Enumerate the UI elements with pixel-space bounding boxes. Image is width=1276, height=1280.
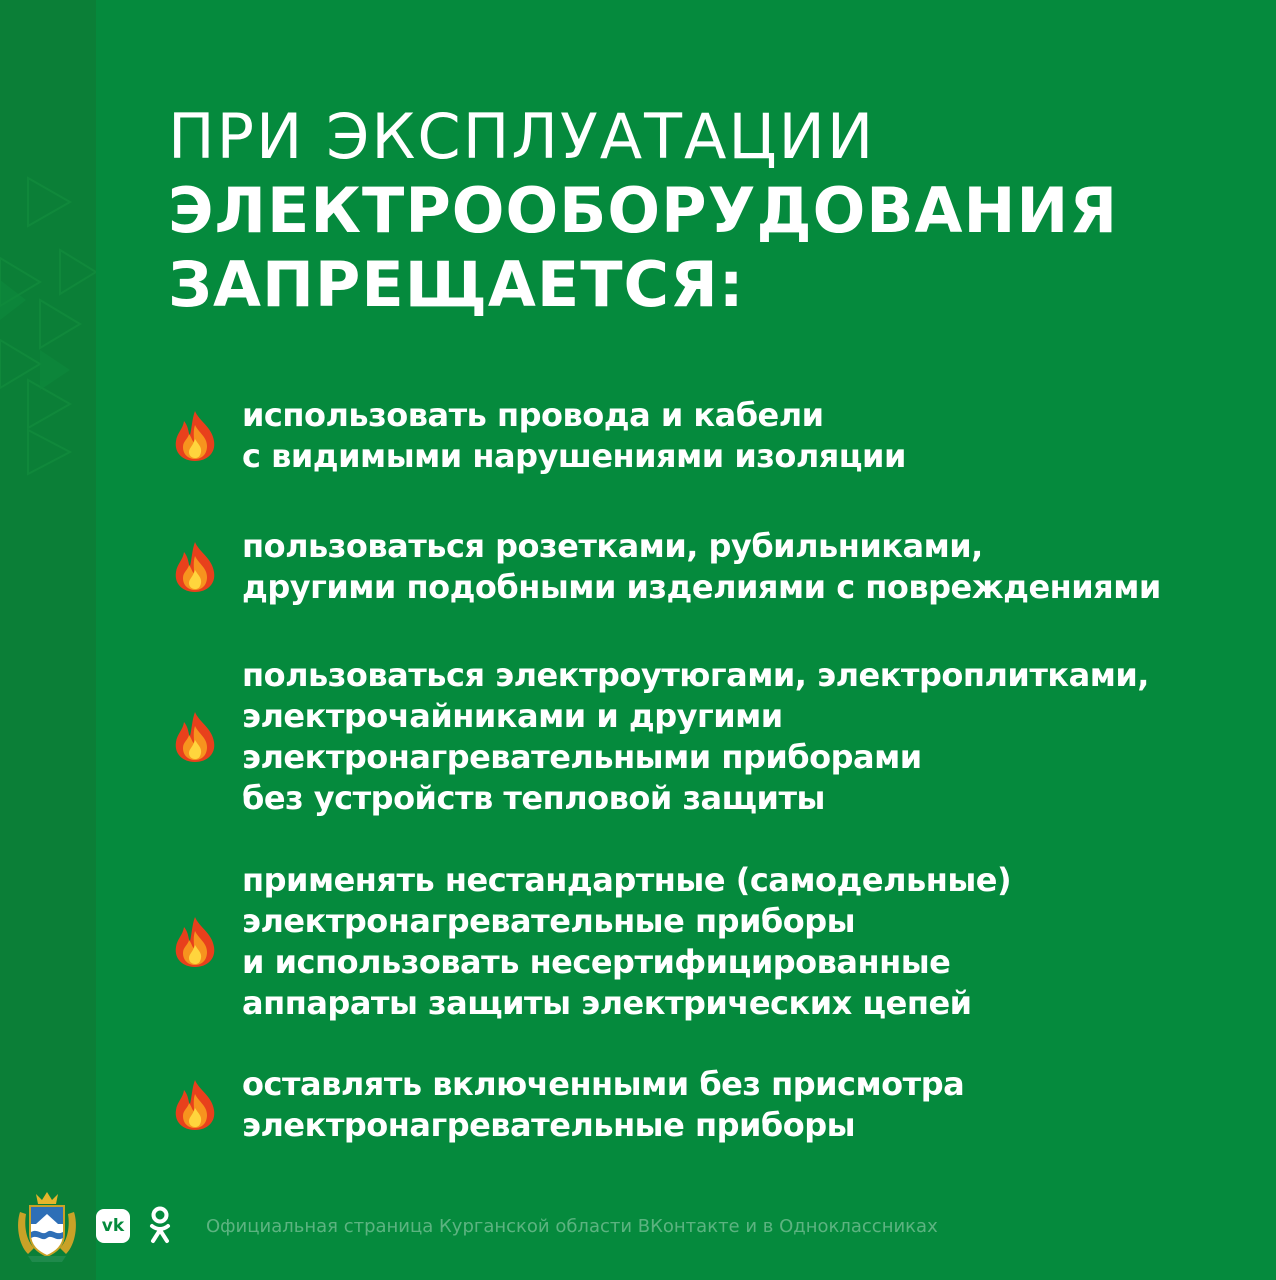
- page-title: [168, 100, 1118, 322]
- item-text: [242, 860, 1011, 1024]
- list-item: [168, 860, 1011, 1024]
- title-line-3: ЗАПРЕЩАЕТСЯ:: [168, 248, 745, 321]
- list-item: [168, 395, 906, 477]
- item-line: электрочайниками и другими: [242, 697, 783, 735]
- footer-caption: Официальная страница Курганской области ВКонтакте и в Одноклассниках: [206, 1215, 938, 1237]
- fire-icon: [168, 710, 222, 764]
- list-item: [168, 526, 1161, 608]
- item-line: пользоваться электроутюгами, электроплитками,: [242, 656, 1149, 694]
- footer: [14, 1186, 938, 1266]
- title-line-2: ЭЛЕКТРООБОРУДОВАНИЯ: [168, 174, 1119, 247]
- item-line: электронагревательные приборы: [242, 1106, 856, 1144]
- item-line: пользоваться розетками, рубильниками,: [242, 527, 983, 565]
- item-line: другими подобными изделиями с повреждениями: [242, 568, 1161, 606]
- item-line: электронагревательными приборами: [242, 738, 922, 776]
- item-text: [242, 1064, 964, 1146]
- fire-icon: [168, 540, 222, 594]
- item-line: с видимыми нарушениями изоляции: [242, 437, 906, 475]
- item-line: применять нестандартные (самодельные): [242, 861, 1012, 899]
- decorative-left-strip: [0, 0, 96, 1280]
- item-text: [242, 395, 906, 477]
- item-line: использовать провода и кабели: [242, 396, 824, 434]
- fire-icon: [168, 1078, 222, 1132]
- title-line-1: ПРИ ЭКСПЛУАТАЦИИ: [168, 100, 876, 173]
- fire-icon: [168, 409, 222, 463]
- item-line: и использовать несертифицированные: [242, 943, 951, 981]
- item-line: без устройств тепловой защиты: [242, 779, 825, 817]
- item-text: [242, 526, 1161, 608]
- triangle-pattern: [0, 0, 96, 500]
- fire-icon: [168, 915, 222, 969]
- item-line: аппараты защиты электрических цепей: [242, 984, 972, 1022]
- list-item: [168, 655, 1149, 819]
- list-item: [168, 1064, 964, 1146]
- item-text: [242, 655, 1149, 819]
- item-line: электронагревательные приборы: [242, 902, 856, 940]
- item-line: оставлять включенными без присмотра: [242, 1065, 965, 1103]
- odnoklassniki-logo-icon[interactable]: [148, 1206, 172, 1246]
- coat-of-arms-icon: [14, 1188, 80, 1264]
- vk-logo-icon[interactable]: vk: [96, 1209, 130, 1243]
